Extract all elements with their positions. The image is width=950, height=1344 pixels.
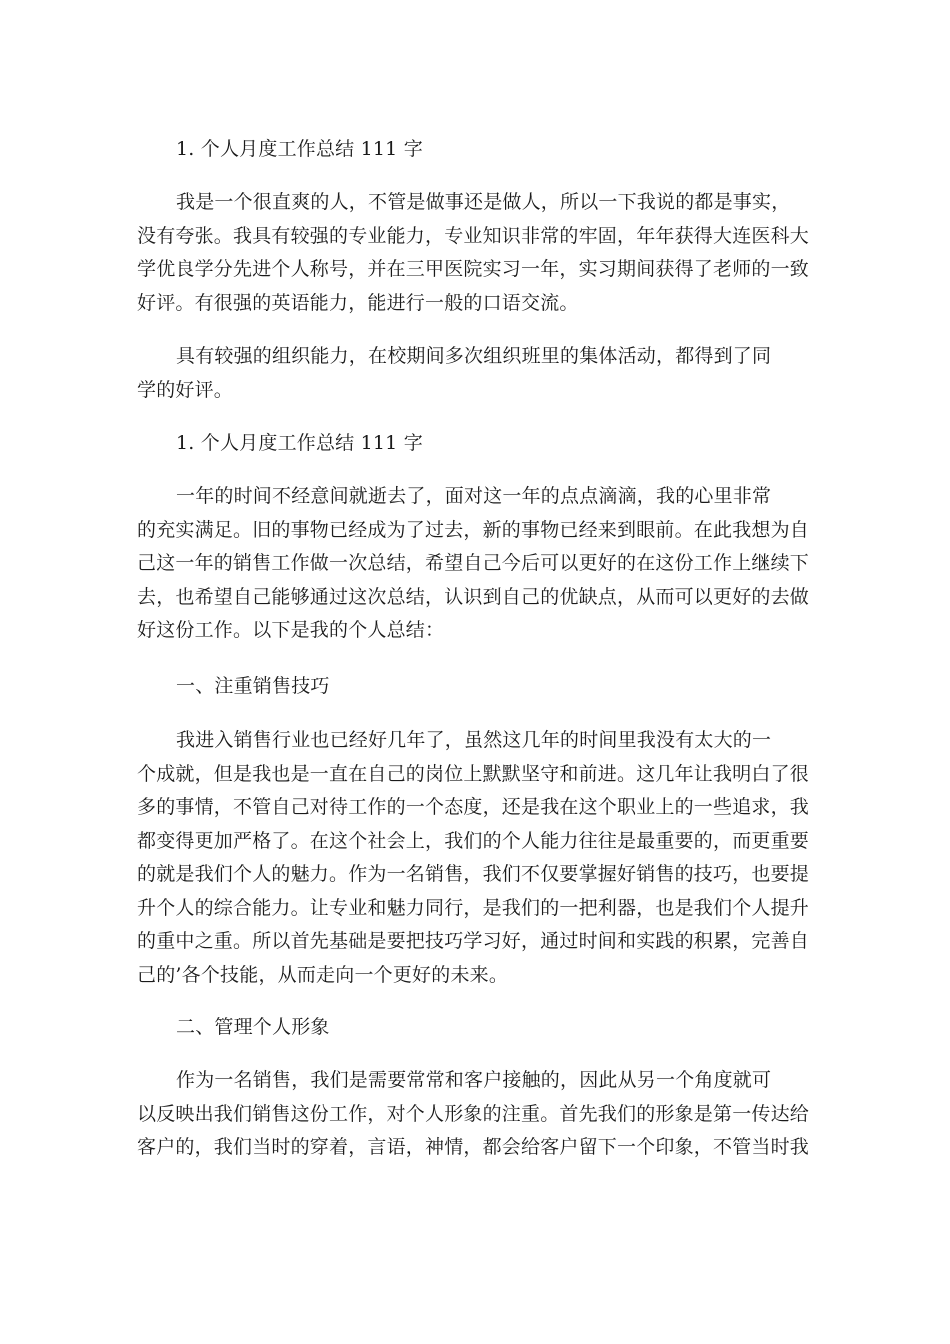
text-line: 一年的时间不经意间就逝去了，面对这一年的点点滴滴，我的心里非常 bbox=[176, 485, 772, 507]
text-line: 的就是我们个人的魅力。作为一名销售，我们不仅要掌握好销售的技巧，也要提 bbox=[137, 863, 810, 885]
paragraph bbox=[137, 1064, 817, 1165]
text-line: 客户的，我们当时的穿着，言语，神情，都会给客户留下一个印象，不管当时我 bbox=[137, 1136, 810, 1158]
text-line: 二、管理个人形象 bbox=[176, 1016, 330, 1038]
text-line: 己的’各个技能，从而走向一个更好的未来。 bbox=[137, 963, 509, 986]
text-line: 好评。有很强的英语能力，能进行一般的口语交流。 bbox=[137, 291, 579, 314]
text-line: 1. 个人月度工作总结 111 字 bbox=[176, 138, 423, 160]
paragraph bbox=[137, 186, 817, 320]
text-line: 去，也希望自己能够通过这次总结，认识到自己的优缺点，从而可以更好的去做 bbox=[137, 585, 810, 608]
section-heading bbox=[137, 427, 856, 461]
text-line: 学优良学分先进个人称号，并在三甲医院实习一年，实习期间获得了老师的一致 bbox=[137, 258, 810, 280]
text-line: 以反映出我们销售这份工作，对个人形象的注重。首先我们的形象是第一传达给 bbox=[137, 1102, 810, 1125]
text-line: 好这份工作。以下是我的个人总结： bbox=[137, 619, 445, 641]
paragraph bbox=[137, 480, 817, 648]
text-line: 学的好评。 bbox=[137, 378, 234, 401]
text-line: 己这一年的销售工作做一次总结，希望自己今后可以更好的在这份工作上继续下 bbox=[137, 552, 810, 574]
section-heading bbox=[137, 670, 856, 704]
text-line: 我是一个很直爽的人，不管是做事还是做人，所以一下我说的都是事实， bbox=[176, 191, 791, 213]
text-line: 具有较强的组织能力，在校期间多次组织班里的集体活动，都得到了同 bbox=[176, 345, 772, 367]
paragraph bbox=[137, 724, 817, 992]
text-line: 我进入销售行业也已经好几年了，虽然这几年的时间里我没有太大的一 bbox=[176, 729, 772, 751]
paragraph bbox=[137, 340, 817, 407]
text-line: 的充实满足。旧的事物已经成为了过去，新的事物已经来到眼前。在此我想为自 bbox=[137, 518, 810, 541]
section-heading bbox=[137, 133, 856, 167]
section-heading bbox=[137, 1011, 856, 1045]
text-line: 的重中之重。所以首先基础是要把技巧学习好，通过时间和实践的积累，完善自 bbox=[137, 930, 810, 952]
text-line: 没有夸张。我具有较强的专业能力，专业知识非常的牢固，年年获得大连医科大 bbox=[137, 224, 810, 247]
text-line: 都变得更加严格了。在这个社会上，我们的个人能力往往是最重要的，而更重要 bbox=[137, 829, 810, 852]
text-line: 一、注重销售技巧 bbox=[176, 675, 330, 697]
text-line: 1. 个人月度工作总结 111 字 bbox=[176, 432, 423, 454]
text-line: 升个人的综合能力。让专业和魅力同行，是我们的一把利器，也是我们个人提升 bbox=[137, 896, 810, 919]
text-line: 多的事情，不管自己对待工作的一个态度，还是我在这个职业上的一些追求，我 bbox=[137, 796, 810, 818]
text-line: 作为一名销售，我们是需要常常和客户接触的，因此从另一个角度就可 bbox=[176, 1069, 772, 1091]
text-line: 个成就，但是我也是一直在自己的岗位上默默坚守和前进。这几年让我明白了很 bbox=[137, 762, 810, 785]
